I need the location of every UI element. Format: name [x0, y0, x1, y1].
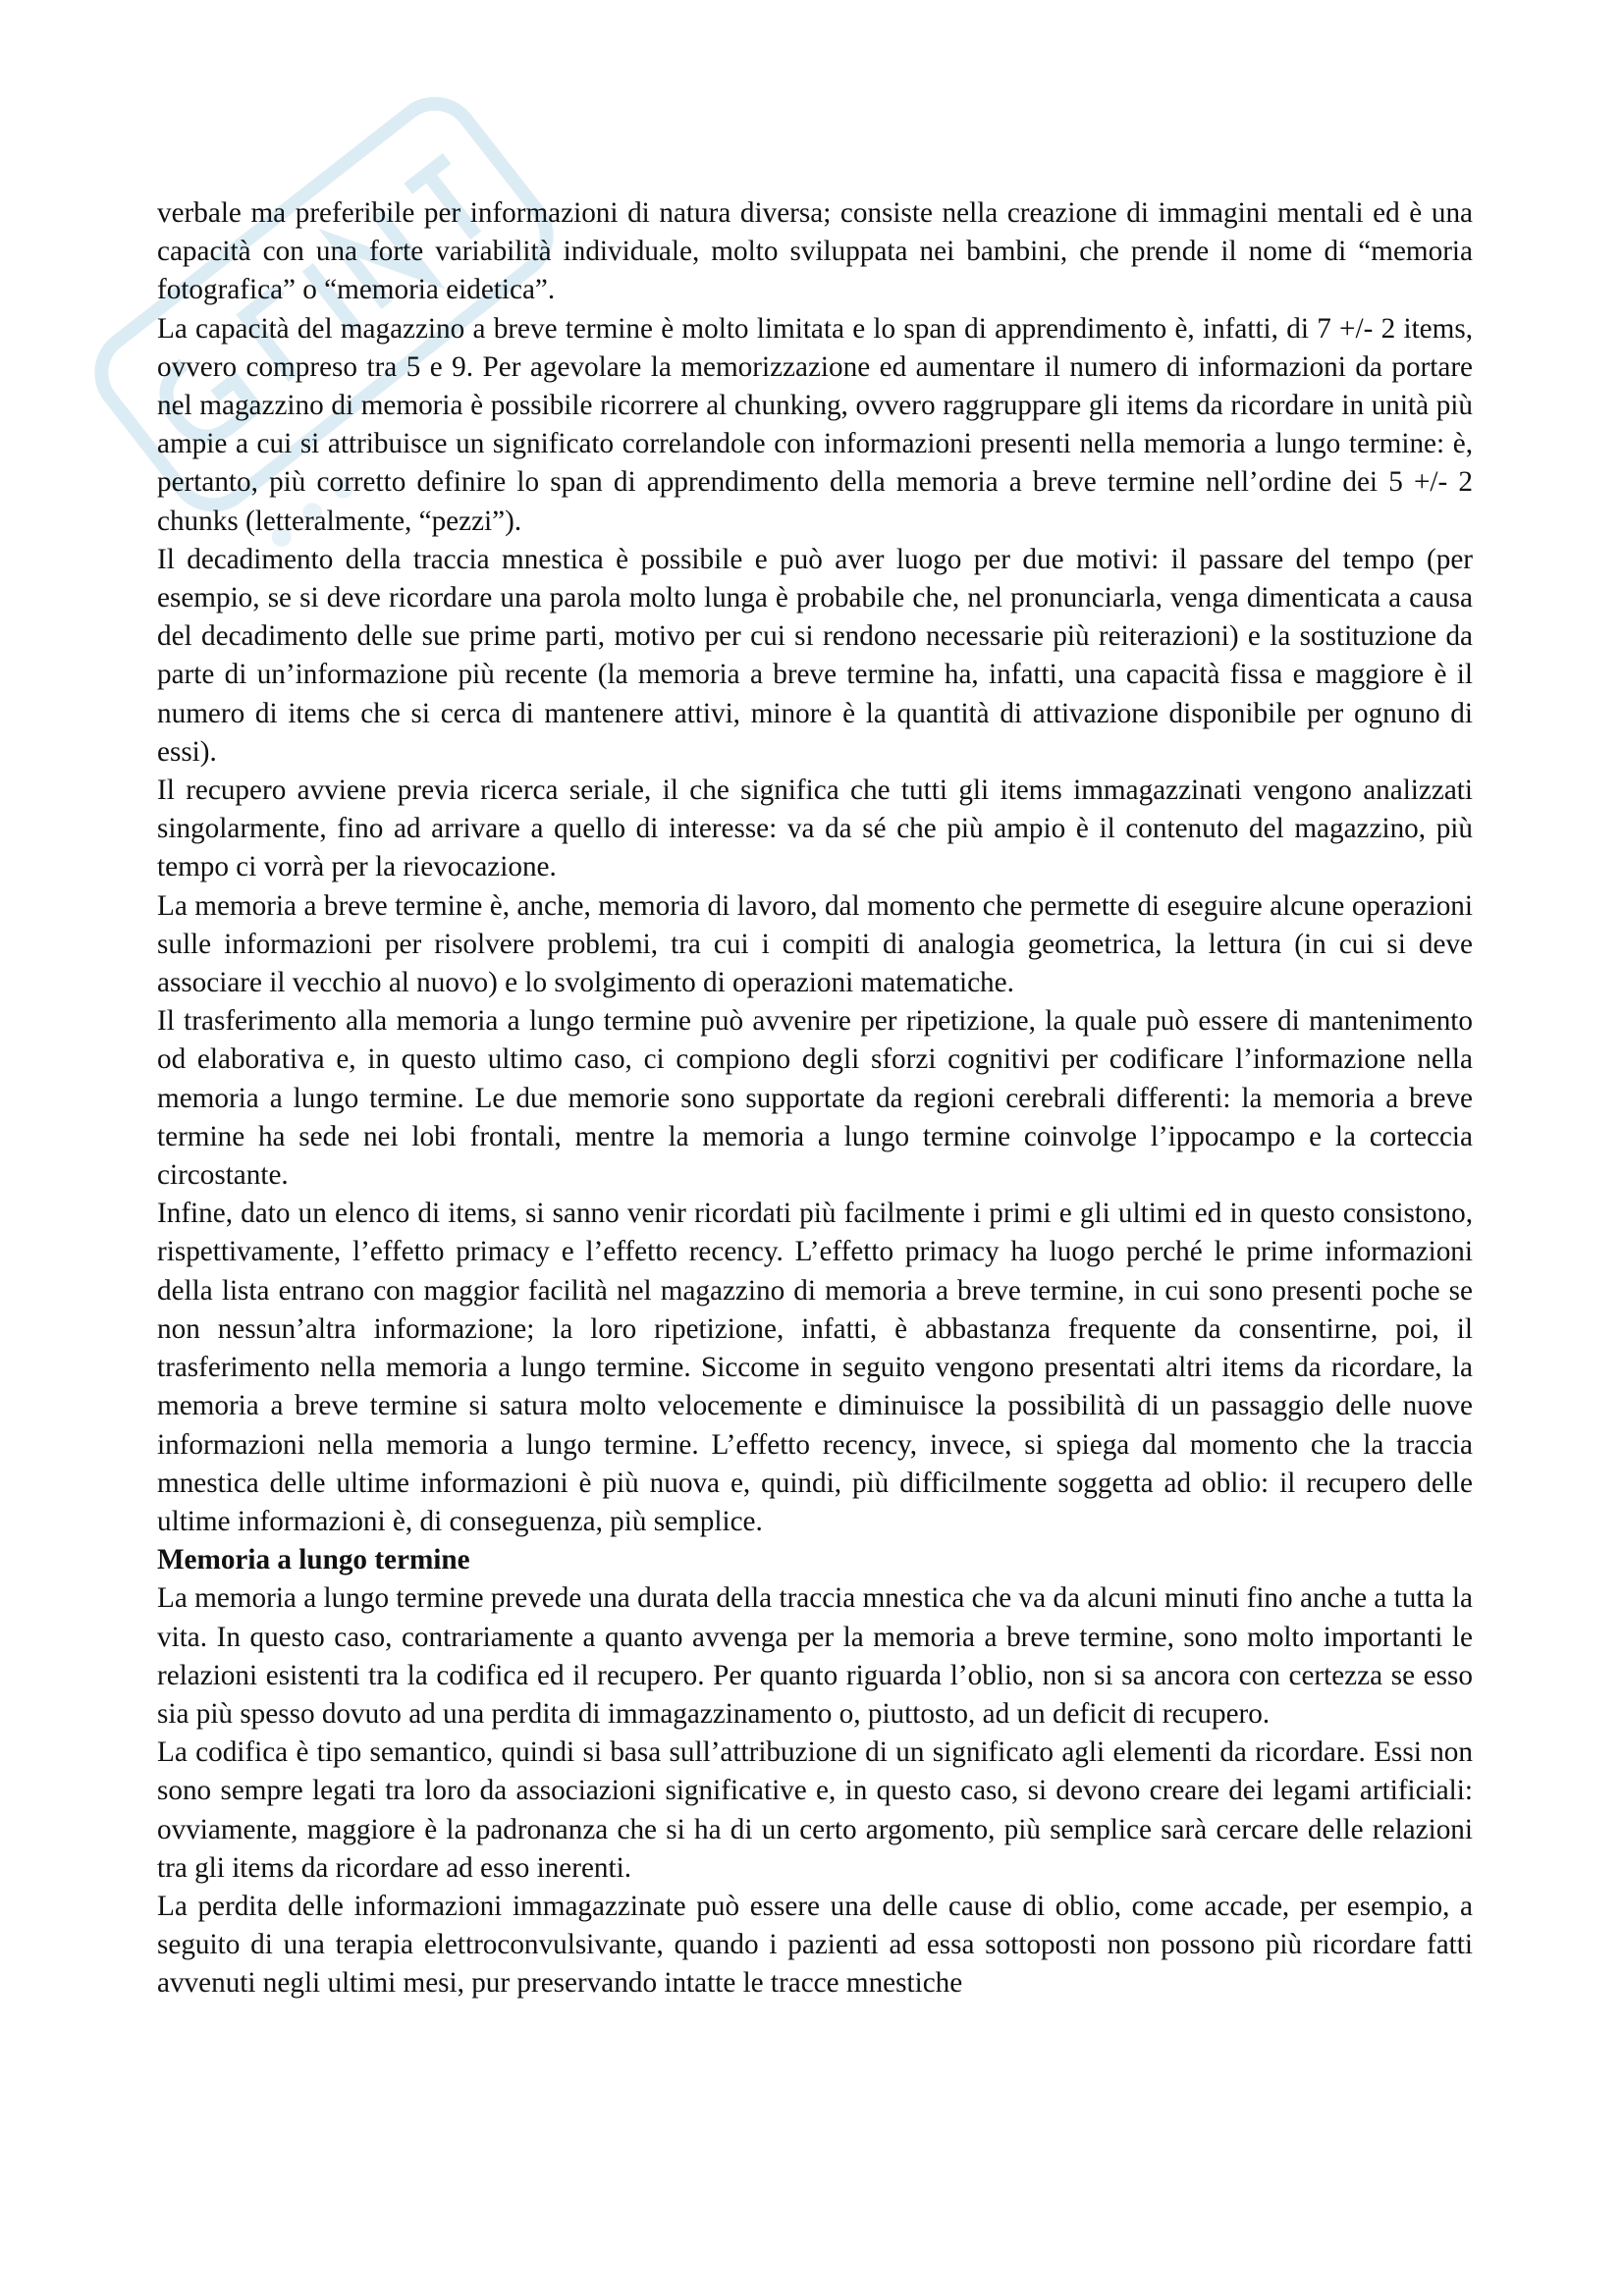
paragraph: Infine, dato un elenco di items, si sanno venir ricordati più facilmente i primi e gli ultimi ed in questo consistono, rispettivamente, l’effetto primacy e l’effetto recency. L’effetto primacy ha luogo perché le prime informazioni della lista entrano con maggior facilità nel magazzino di memoria a breve termine, in cui sono presenti poche se non nessun’altra informazione; la loro ripetizione, infatti, è abbastanza frequente da consentirne, poi, il trasferimento nella memoria a lungo termine. Siccome in seguito vengono presentati altri items da ricordare, la memoria a breve termine si satura molto velocemente e diminuisce la possibilità di un passaggio delle nuove informazioni nella memoria a lungo termine. L’effetto recency, invece, si spiega dal momento che la traccia mnestica delle ultime informazioni è più nuova e, quindi, più difficilmente soggetta ad oblio: il recupero delle ultime informazioni è, di conseguenza, più semplice. [157, 1198, 1473, 1537]
paragraph: La perdita delle informazioni immagazzinate può essere una delle cause di oblio, come accade, per esempio, a seguito di una terapia elettroconvulsivante, quando i pazienti ad essa sottoposti non possono più ricordare fatti avvenuti negli ultimi mesi, pur preservando intatte le tracce mnestiche [157, 1890, 1473, 2000]
paragraph: Il decadimento della traccia mnestica è possibile e può aver luogo per due motivi: il passare del tempo (per esempio, se si deve ricordare una parola molto lunga è probabile che, nel pronunciarla, venga dimenticata a causa del decadimento delle sue prime parti, motivo per cui si rendono necessarie più reiterazioni) e la sostituzione da parte di un’informazione più recente (la memoria a breve termine ha, infatti, una capacità fissa e maggiore è il numero di items che si cerca di mantenere attivi, minore è la quantità di attivazione disponibile per ognuno di essi). [157, 543, 1473, 768]
paragraph: Il trasferimento alla memoria a lungo termine può avvenire per ripetizione, la quale può essere di mantenimento od elaborativa e, in questo ultimo caso, ci compiono degli sforzi cognitivi per codificare l’informazione nella memoria a lungo termine. Le due memorie sono supportate da regioni cerebrali differenti: la memoria a breve termine ha sede nei lobi frontali, mentre la memoria a lungo termine coinvolge l’ippocampo e la corteccia circostante. [157, 1005, 1473, 1192]
paragraph: La memoria a breve termine è, anche, memoria di lavoro, dal momento che permette di eseguire alcune operazioni sulle informazioni per risolvere problemi, tra cui i compiti di analogia geometrica, la lettura (in cui si deve associare il vecchio al nuovo) e lo svolgimento di operazioni matematiche. [157, 889, 1473, 999]
paragraph: La codifica è tipo semantico, quindi si basa sull’attribuzione di un significato agli elementi da ricordare. Essi non sono sempre legati tra loro da associazioni significative e, in questo caso, si devono creare dei legami artificiali: ovviamente, maggiore è la padronanza che si ha di un certo argomento, più semplice sarà cercare delle relazioni tra gli items da ricordare ad esso inerenti. [157, 1736, 1473, 1884]
paragraph: Il recupero avviene previa ricerca seriale, il che significa che tutti gli items immagazzinati vengono analizzati singolarmente, fino ad arrivare a quello di interesse: va da sé che più ampio è il contenuto del magazzino, più tempo ci vorrà per la rievocazione. [157, 774, 1473, 883]
section-heading: Memoria a lungo termine [157, 1544, 470, 1576]
document-body [157, 194, 1473, 2003]
paragraph: La memoria a lungo termine prevede una durata della traccia mnestica che va da alcuni minuti fino anche a tutta la vita. In questo caso, contrariamente a quanto avvenga per la memoria a breve termine, sono molto importanti le relazioni esistenti tra la codifica ed il recupero. Per quanto riguarda l’oblio, non si sa ancora con certezza se esso sia più spesso dovuto ad una perdita di immagazzinamento o, piuttosto, ad un deficit di recupero. [157, 1582, 1473, 1730]
paragraph: La capacità del magazzino a breve termine è molto limitata e lo span di apprendimento è, infatti, di 7 +/- 2 items, ovvero compreso tra 5 e 9. Per agevolare la memorizzazione ed aumentare il numero di informazioni da portare nel magazzino di memoria è possibile ricorrere al chunking, ovvero raggruppare gli items da ricordare in unità più ampie a cui si attribuisce un significato correlandole con informazioni presenti nella memoria a lungo termine: è, pertanto, più corretto definire lo span di apprendimento della memoria a breve termine nell’ordine dei 5 +/- 2 chunks (letteralmente, “pezzi”). [157, 312, 1473, 537]
paragraph: verbale ma preferibile per informazioni di natura diversa; consiste nella creazione di immagini mentali ed è una capacità con una forte variabilità individuale, molto sviluppata nei bambini, che prende il nome di “memoria fotografica” o “memoria eidetica”. [157, 197, 1473, 306]
